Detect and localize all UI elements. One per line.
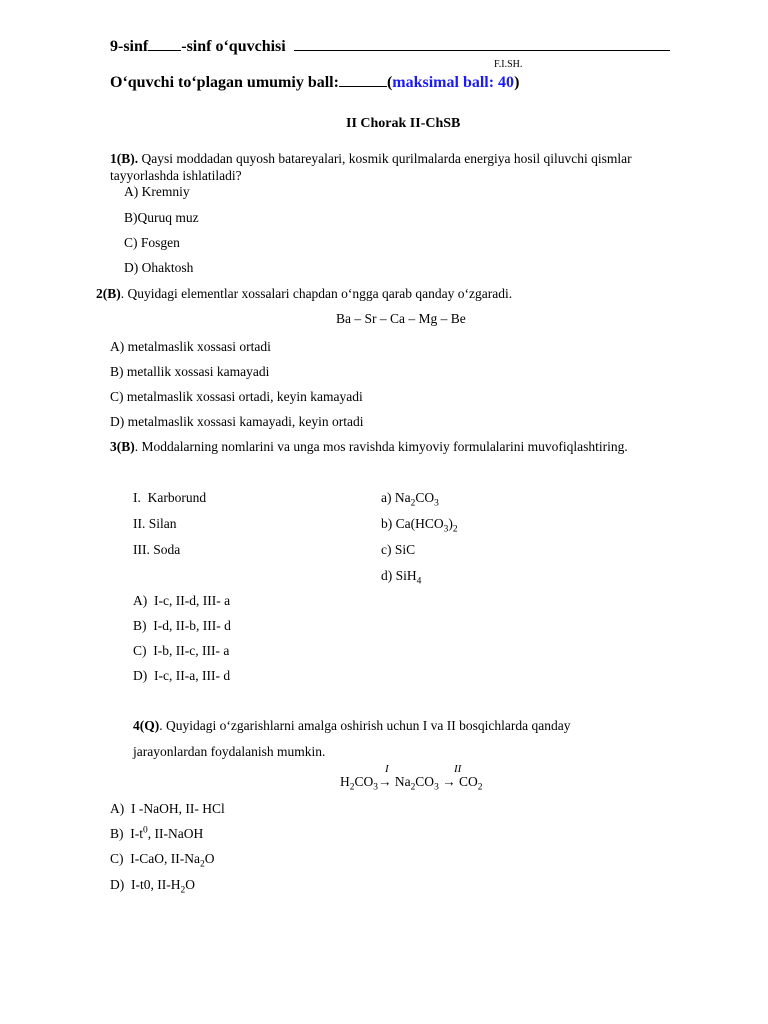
subscript: 2 <box>349 782 355 793</box>
subscript: 2 <box>410 782 416 793</box>
q4-option-c[interactable] <box>110 851 215 870</box>
paren-close: ) <box>514 74 520 91</box>
formula-part: Ca(HCO <box>395 516 444 531</box>
subscript: 3 <box>373 782 378 793</box>
option-text: I-t <box>126 826 143 841</box>
q2-option-d[interactable]: D) metalmaslik xossasi kamayadi, keyin ortadi <box>110 414 364 429</box>
option-letter: D) <box>124 260 139 275</box>
q4-text-line2: jarayonlardan foydalanish mumkin. <box>133 744 326 759</box>
q1-option-d[interactable] <box>124 260 193 276</box>
header-grade-line <box>110 38 670 56</box>
formula-part: CO <box>455 774 478 789</box>
q2-text <box>96 286 512 302</box>
q3-right-item-b <box>381 516 458 535</box>
q3-number: 3(B) <box>110 439 135 454</box>
option-text: I-b, II-c, III- a <box>153 643 230 658</box>
formula-part: CO <box>415 490 435 505</box>
option-letter: A) <box>133 593 148 608</box>
option-letter: B) <box>133 618 147 633</box>
superscript: 0 <box>143 825 148 836</box>
q1-text-line1 <box>110 151 632 167</box>
paren-open: ( <box>386 74 393 91</box>
option-letter: D) <box>133 668 148 683</box>
q3-left-item-2 <box>133 516 177 532</box>
item-label: a) <box>381 490 395 505</box>
formula-part: SiH <box>395 568 417 583</box>
item-number: III. <box>133 542 150 557</box>
item-label: b) <box>381 516 396 531</box>
q1-option-c[interactable] <box>124 235 180 251</box>
q4-option-b[interactable] <box>110 826 203 842</box>
q4-reaction-chain <box>340 774 483 793</box>
option-text: Ohaktosh <box>141 260 194 275</box>
q4-option-d[interactable] <box>110 877 195 896</box>
option-letter: C) <box>110 851 124 866</box>
q2-question: . Quyidagi elementlar xossalari chapdan o‘ngga qarab qanday o‘zgaradi. <box>120 286 513 301</box>
subscript: 2 <box>477 782 483 793</box>
formula-part: ) <box>448 516 453 531</box>
q3-right-item-a <box>381 490 439 509</box>
option-letter: C) <box>133 643 147 658</box>
q2-option-b[interactable]: B) metallik xossasi kamayadi <box>110 364 270 379</box>
score-label: O‘quvchi to‘plagan umumiy ball: <box>110 74 339 91</box>
item-label: d) <box>381 568 396 583</box>
formula-part: Na <box>394 490 411 505</box>
option-letter: B) <box>110 826 124 841</box>
grade-blank[interactable] <box>148 50 181 51</box>
q4-option-a[interactable] <box>110 801 225 817</box>
option-text: Fosgen <box>140 235 180 250</box>
option-text: I -NaOH, II- HCl <box>127 801 225 816</box>
q2-element-series: Ba – Sr – Ca – Mg – Be <box>336 311 466 326</box>
q1-option-b[interactable] <box>124 210 199 226</box>
q4-text-line1 <box>133 718 571 734</box>
item-name: Silan <box>148 516 177 531</box>
item-number: I. <box>133 490 141 505</box>
option-text: O <box>204 851 215 866</box>
item-number: II. <box>133 516 146 531</box>
grade-suffix: -sinf o‘quvchisi <box>181 38 286 55</box>
q3-right-item-c: c) SiC <box>381 542 416 557</box>
option-text: Quruq muz <box>137 210 199 225</box>
option-letter: D) <box>110 877 125 892</box>
q1-number: 1(B). <box>110 151 139 166</box>
q3-option-c[interactable] <box>133 643 229 659</box>
q2-option-a[interactable]: A) metalmaslik xossasi ortadi <box>110 339 271 354</box>
q1-text: Qaysi moddadan quyosh batareyalari, kosmik qurilmalarda energiya hosil qiluvchi qismlar <box>138 151 632 166</box>
option-text: I-c, II-a, III- d <box>154 668 231 683</box>
arrow-icon: → <box>442 774 456 789</box>
q4-question: . Quyidagi o‘zgarishlarni amalga oshirish uchun I va II bosqichlarda qanday <box>159 718 571 733</box>
option-text: I-c, II-d, III- a <box>154 593 231 608</box>
option-text: Kremniy <box>141 184 190 199</box>
arrow-icon: → <box>377 774 392 789</box>
subscript: 2 <box>199 859 205 870</box>
formula-part: H <box>340 774 350 789</box>
q2-option-c[interactable]: C) metalmaslik xossasi ortadi, keyin kamayadi <box>110 389 363 404</box>
option-letter: A) <box>110 801 125 816</box>
option-letter: A) <box>124 184 139 199</box>
option-letter: C) <box>124 235 138 250</box>
grade-prefix: 9-sinf <box>110 38 149 55</box>
q3-left-item-3 <box>133 542 180 558</box>
q3-left-item-1 <box>133 490 206 506</box>
option-text: , II-NaOH <box>147 826 204 841</box>
formula-part: CO <box>415 774 435 789</box>
formula-part: Na <box>391 774 411 789</box>
arrow-label-1: I <box>385 763 389 775</box>
q1-option-a[interactable] <box>124 184 190 200</box>
q3-option-a[interactable] <box>133 593 230 609</box>
q3-option-b[interactable] <box>133 618 231 634</box>
q4-number: 4(Q) <box>133 718 160 733</box>
formula-part: CO <box>354 774 374 789</box>
q1-text-line2: tayyorlashda ishlatiladi? <box>110 168 242 183</box>
option-letter: B) <box>124 210 138 225</box>
option-text: I-CaO, II-Na <box>126 851 200 866</box>
subscript: 3 <box>443 524 449 535</box>
item-name: Karborund <box>147 490 207 505</box>
score-blank[interactable] <box>339 86 387 87</box>
subscript: 2 <box>452 524 458 535</box>
item-name: Soda <box>153 542 181 557</box>
q3-option-d[interactable] <box>133 668 230 684</box>
q2-number: 2(B) <box>96 286 121 301</box>
subscript: 2 <box>410 498 416 509</box>
max-score: maksimal ball: 40 <box>392 74 515 91</box>
score-line <box>110 74 519 92</box>
q3-right-item-d <box>381 568 422 587</box>
student-name-blank[interactable] <box>294 50 670 51</box>
fish-label: F.I.SH. <box>494 59 523 70</box>
subscript: 3 <box>434 498 439 509</box>
subscript: 3 <box>434 782 439 793</box>
q3-text <box>110 439 628 455</box>
page-title: II Chorak II-ChSB <box>346 116 461 131</box>
subscript: 2 <box>180 885 186 896</box>
option-text: O <box>185 877 195 892</box>
option-text: I-d, II-b, III- d <box>153 618 231 633</box>
arrow-label-2: II <box>454 763 462 775</box>
subscript: 4 <box>416 576 422 587</box>
option-text: I-t0, II-H <box>127 877 181 892</box>
q3-question: . Moddalarning nomlarini va unga mos ravishda kimyoviy formulalarini muvofiqlashtiring. <box>134 439 628 454</box>
